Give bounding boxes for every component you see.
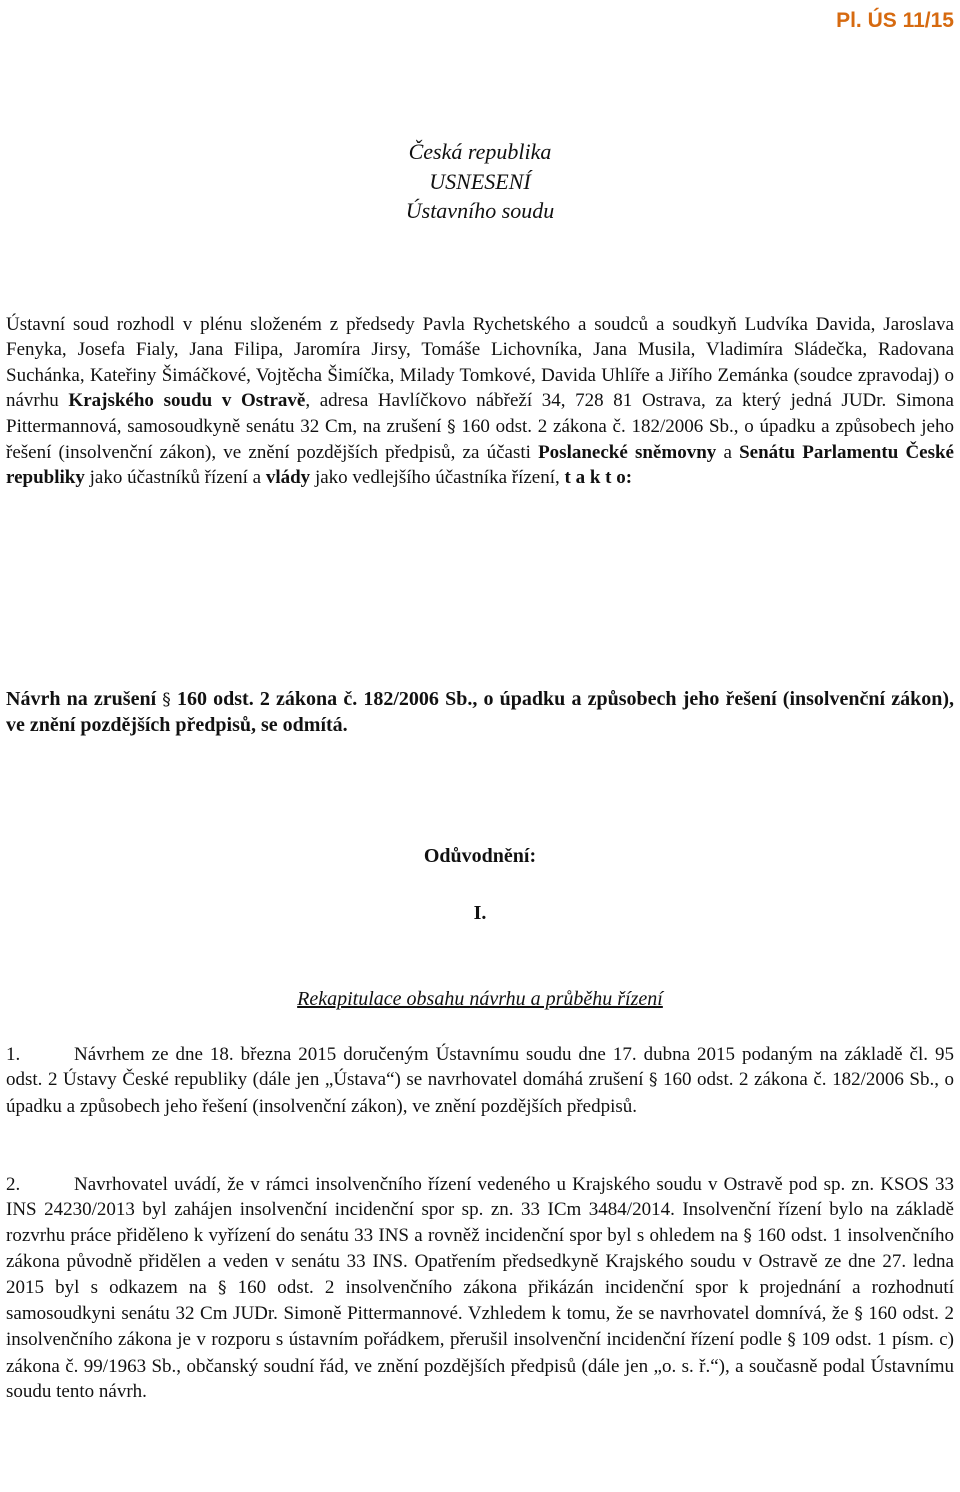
reasoning-subtitle: Rekapitulace obsahu návrhu a průběhu řízení — [297, 988, 663, 1010]
intro-text: a — [716, 442, 740, 464]
section-sign: § — [217, 1277, 227, 1298]
paragraph-number: 1. — [6, 1044, 21, 1065]
section-sign: § — [743, 1225, 752, 1246]
intro-text: jako vedlejšího účastníka řízení, — [310, 467, 565, 489]
section-sign: § — [447, 416, 456, 437]
paragraph-text: 160 odst. 2 insolvenčního zákona je v rozporu s ústavním pořádkem, přerušil insolvenční incidenční řízení podle — [6, 1303, 954, 1351]
petitioner-name: Krajského soudu v Ostravě — [68, 390, 306, 412]
section-sign: § — [649, 1070, 658, 1091]
intro-text: 160 odst. 2 zákona č. 182/2006 Sb., o úpadku a způsobech jeho řešení (insolvenční zákon), ve znění pozdějších předpisů, za účasti — [6, 415, 954, 464]
reasoning-title: Odůvodnění: — [423, 845, 537, 867]
paragraph-text: 160 odst. 2 zákona č. 182/2006 Sb., o úpadku a způsobech jeho řešení (insolvenční zákon), ve znění pozdějších předpisů. — [6, 1069, 954, 1117]
paragraph-text: 160 odst. 1 insolvenčního zákona původně přidělen a veden v senátu 33 INS. Opatřením předsedkyně Krajského soudu v Ostravě ze dne 27. ledna 2015 byl s odkazem na — [6, 1224, 954, 1298]
paragraph-1 — [6, 1042, 954, 1119]
section-sign: § — [162, 690, 171, 710]
section-sign: § — [854, 1304, 863, 1325]
party-government: vlády — [265, 467, 311, 489]
intro-conclusion: t a k t o: — [564, 467, 633, 489]
paragraph-number: 2. — [6, 1174, 21, 1195]
header-court: Ústavního soudu — [405, 198, 555, 223]
intro-text: jako účastníků řízení a — [84, 467, 266, 489]
section-sign: § — [787, 1330, 796, 1351]
intro-paragraph — [6, 312, 954, 491]
verdict-text: Návrh na zrušení — [6, 688, 163, 710]
paragraph-text: Návrhem ze dne 18. března 2015 doručeným Ústavnímu soudu dne 17. dubna 2015 podaným na základě čl. 95 odst. 2 Ústavy České republiky (dále jen „Ústava“) se navrhovatel domáhá zrušení — [6, 1044, 954, 1091]
case-number: Pl. ÚS 11/15 — [836, 9, 954, 32]
verdict-text: 160 odst. 2 zákona č. 182/2006 Sb., o úpadku a způsobech jeho řešení (insolvenční zákon), ve znění pozdějších předpisů, se odmítá. — [6, 688, 954, 736]
party-senate: Senátu Parlamentu České republiky — [6, 442, 954, 489]
header-doc-type: USNESENÍ — [429, 168, 531, 194]
verdict — [6, 687, 954, 738]
header-country: Česká republika — [408, 139, 552, 164]
party-chamber: Poslanecké sněmovny — [538, 442, 717, 464]
document-header — [6, 137, 954, 226]
paragraph-text: 109 odst. 1 písm. c) zákona č. 99/1963 Sb., občanský soudní řád, ve znění pozdějších předpisů (dále jen „o. s. ř.“), a současně podal Ústavnímu soudu tento návrh. — [6, 1329, 954, 1403]
intro-text: Ústavní soud rozhodl v plénu složeném z předsedy Pavla Rychetského a soudců a soudkyň Ludvíka Davida, Jaroslava Fenyka, Josefa Fialy, Jana Filipa, Jaromíra Jirsy, Tomáše Lichovníka, Jana Musila, Vladimíra Sládečka, Radovana Suchánka, Kateřiny Šimáčkové, Vojtěcha Šimíčka, Milady Tomkové, Davida Uhlíře a Jiřího Zemánka (soudce zpravodaj) o návrhu — [6, 314, 954, 412]
intro-text: , adresa Havlíčkovo nábřeží 34, 728 81 Ostrava, za který jedná JUDr. Simona Pittermannová, samosoudkyně senátu 32 Cm, na zrušení — [6, 390, 954, 437]
reasoning-part: I. — [473, 902, 487, 924]
paragraph-text: Navrhovatel uvádí, že v rámci insolvenčního řízení vedeného u Krajského soudu v Ostravě pod sp. zn. KSOS 33 INS 24230/2013 byl zahájen insolvenční incidenční spor sp. zn. 33 ICm 3484/2014. Insolvenční řízení bylo na základě rozvrhu práce přiděleno k vyřízení do senátu 33 INS a rovněž incidenční spor byl s ohledem na — [6, 1174, 954, 1246]
paragraph-text: 160 odst. 2 insolvenčního zákona přikázán incidenční spor k projednání a rozhodnutí samosoudkyni senátu 32 Cm JUDr. Simoně Pittermannové. Vzhledem k tomu, že se navrhovatel domnívá, že — [6, 1276, 954, 1325]
paragraph-2 — [6, 1172, 954, 1405]
